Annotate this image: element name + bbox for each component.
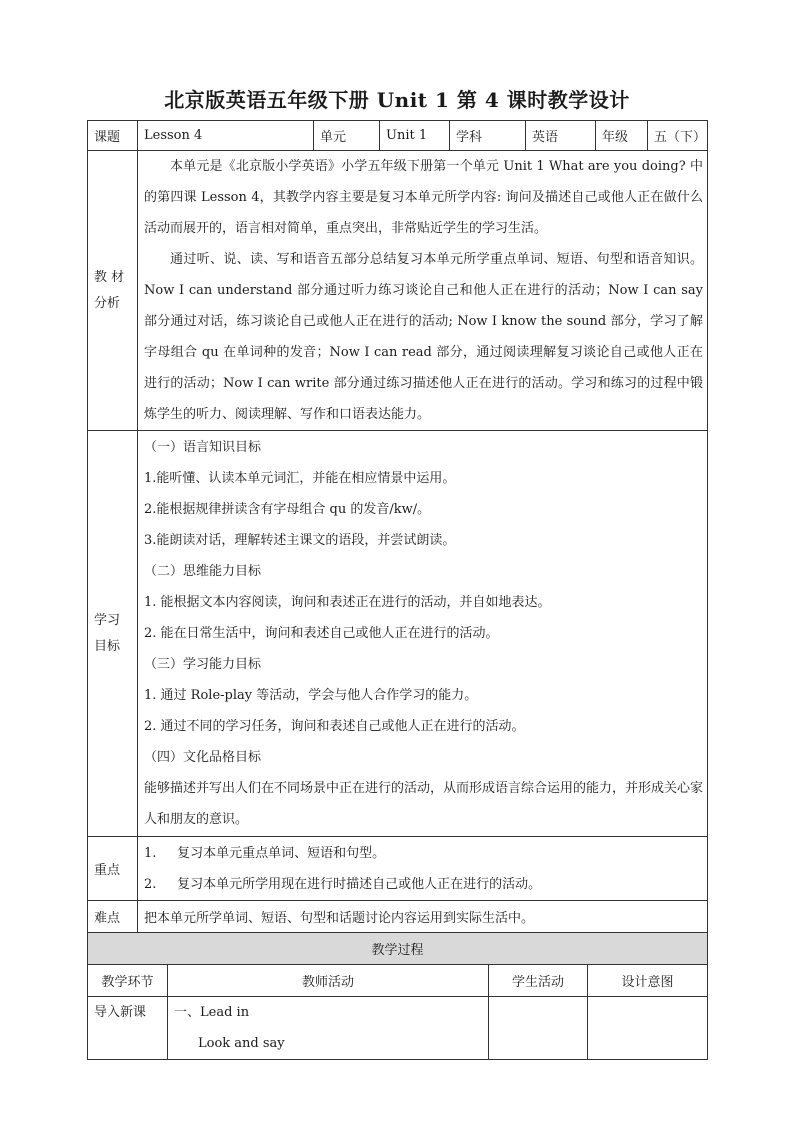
grade-label: 年级: [596, 121, 648, 151]
objectives-label: [88, 431, 138, 837]
page-title: 北京版英语五年级下册 Unit 1 第 4 课时教学设计: [164, 88, 630, 112]
design-intent-cell: [588, 997, 708, 1060]
difficulties-row: [88, 901, 708, 933]
objective-line: 1. 能根据文本内容阅读，询问和表述正在进行的活动，并自如地表达。: [144, 595, 551, 610]
col-header-student: 学生活动: [489, 965, 588, 997]
objective-line: （二）思维能力目标: [144, 564, 262, 579]
key-points-label: 重点: [88, 837, 138, 901]
analysis-label-line2: 分析: [94, 295, 121, 311]
objective-line: 1. 通过 Role-play 等活动，学会与他人合作学习的能力。: [144, 688, 478, 703]
objective-line: 2.能根据规律拼读含有字母组合 qu 的发音/kw/。: [144, 502, 431, 517]
key-points-row: [88, 837, 708, 901]
grade-value: 五（下）: [648, 121, 708, 151]
objectives-content: [138, 431, 708, 837]
analysis-content: [138, 151, 708, 431]
objectives-label-line2: 目标: [94, 638, 121, 654]
process-title-row: [88, 933, 708, 965]
analysis-label: [88, 151, 138, 431]
analysis-paragraph: 本单元是《北京版小学英语》小学五年级下册第一个单元 Unit 1 What are you doing? 中的第四课 Lesson 4，其教学内容主要是复习本单元所学内容: 询问及描述自己或他人正在做什么活动而展开的，语言相对简单，重点突出，非常贴近学生的学习生活。: [144, 159, 703, 236]
analysis-label-line1: 教 材: [94, 269, 125, 285]
process-header-row: [88, 965, 708, 997]
objective-line: （一）语言知识目标: [144, 440, 262, 455]
unit-label: 单元: [314, 121, 380, 151]
unit-value: Unit 1: [380, 121, 450, 151]
analysis-row: [88, 151, 708, 431]
objective-line: 1.能听懂、认读本单元词汇，并能在相应情景中运用。: [144, 471, 456, 486]
objective-line: （四）文化品格目标: [144, 750, 262, 765]
objective-line: （三）学习能力目标: [144, 657, 262, 672]
topic-label: 课题: [88, 121, 138, 151]
process-title: 教学过程: [88, 933, 708, 965]
col-header-teacher: 教师活动: [168, 965, 489, 997]
topic-value: Lesson 4: [138, 121, 314, 151]
objectives-row: [88, 431, 708, 837]
objectives-label-line1: 学习: [94, 612, 121, 628]
objective-line: 2. 能在日常生活中，询问和表述自己或他人正在进行的活动。: [144, 626, 499, 641]
subject-label: 学科: [450, 121, 526, 151]
lesson-info-table: [87, 120, 708, 933]
difficulties-content: 把本单元所学单词、短语、句型和话题讨论内容运用到实际生活中。: [138, 901, 708, 933]
key-point-item: 1. 复习本单元重点单词、短语和句型。: [144, 845, 386, 861]
student-activity-cell: [489, 997, 588, 1060]
col-header-intent: 设计意图: [588, 965, 708, 997]
analysis-paragraph: 通过听、说、读、写和语音五部分总结复习本单元所学重点单词、短语、句型和语音知识。Now I can understand 部分通过听力练习谈论自己和他人正在进行的活动；Now I can say 部分通过对话，练习谈论自己或他人正在进行的活动; Now I know the sound 部分，学习了解字母组合 qu 在单词种的发音；Now I can read 部分，通过阅读理解复习谈论自己或他人正在进行的活动；Now I can write 部分通过练习描述他人正在进行的活动。学习和练习的过程中锻炼学生的听力、阅读理解、写作和口语表达能力。: [144, 252, 703, 422]
teaching-process-table: [87, 932, 708, 1060]
process-row: [88, 997, 708, 1060]
subject-value: 英语: [526, 121, 596, 151]
header-row: [88, 121, 708, 151]
teacher-activity-line: Look and say: [198, 1036, 285, 1051]
teacher-activity-line: 一、Lead in: [174, 1005, 250, 1020]
objective-line: 3.能朗读对话，理解转述主课文的语段，并尝试朗读。: [144, 533, 456, 548]
key-points-content: [138, 837, 708, 901]
objective-line: 2. 通过不同的学习任务，询问和表述自己或他人正在进行的活动。: [144, 719, 525, 734]
difficulties-label: 难点: [88, 901, 138, 933]
col-header-stage: 教学环节: [88, 965, 168, 997]
key-point-item: 2. 复习本单元所学用现在进行时描述自己或他人正在进行的活动。: [144, 876, 542, 892]
teacher-activity-cell: [168, 997, 489, 1060]
objective-line: 能够描述并写出人们在不同场景中正在进行的活动，从而形成语言综合运用的能力，并形成关心家人和朋友的意识。: [144, 781, 704, 827]
stage-cell: 导入新课: [88, 997, 168, 1060]
